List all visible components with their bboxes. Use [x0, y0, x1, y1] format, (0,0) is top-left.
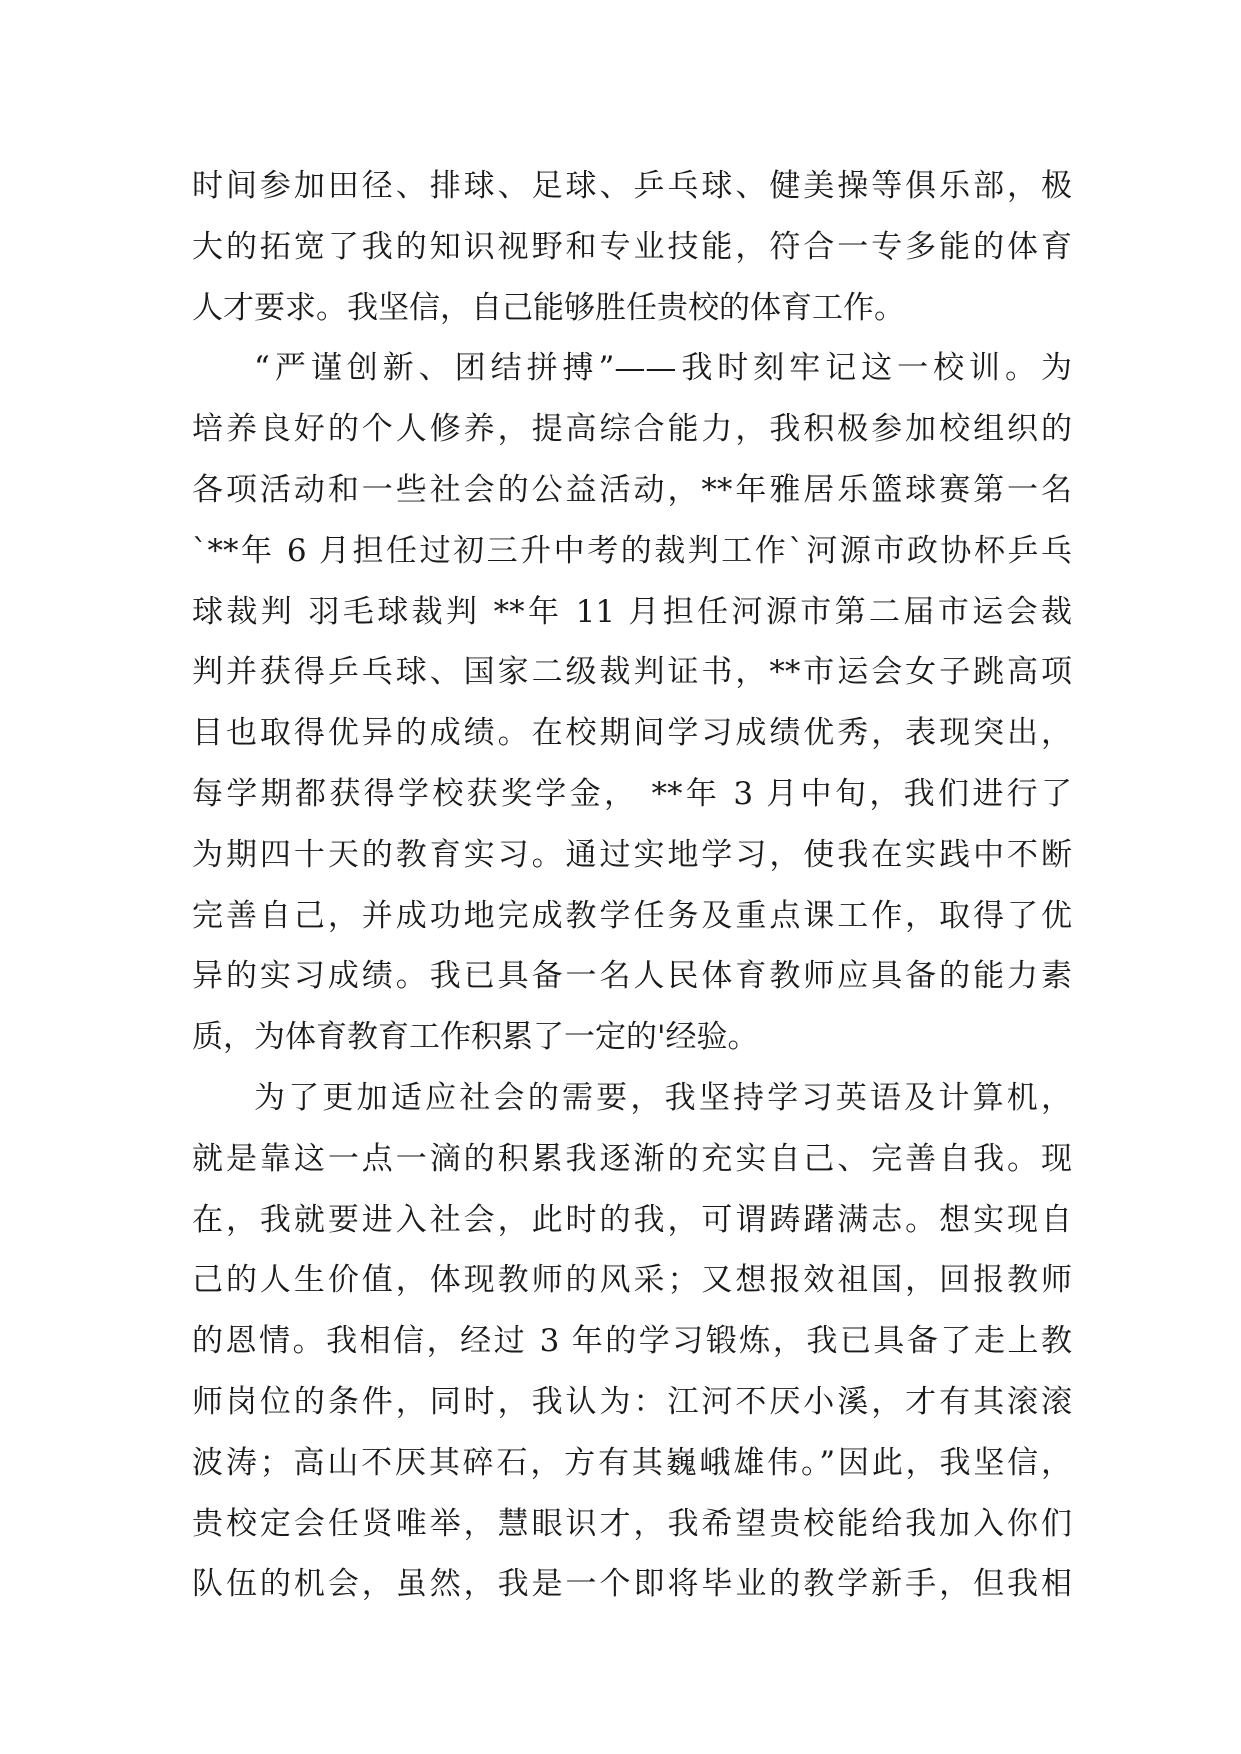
text-line: 师岗位的条件，同时，我认为：江河不厌小溪，才有其滚滚: [192, 1383, 1072, 1420]
text-line: 异的实习成绩。我已具备一名人民体育教师应具备的能力素: [192, 958, 1072, 995]
text-line: 完善自己，并成功地完成教学任务及重点课工作，取得了优: [192, 897, 1072, 934]
text-line: 每学期都获得学校获奖学金， **年 3 月中旬，我们进行了: [192, 775, 1072, 812]
text-line: 波涛；高山不厌其碎石，方有其巍峨雄伟。”因此，我坚信，: [192, 1444, 1072, 1481]
text-line: 判并获得乒乓球、国家二级裁判证书，**市运会女子跳高项: [192, 654, 1072, 691]
text-line: 球裁判 羽毛球裁判 **年 11 月担任河源市第二届市运会裁: [192, 593, 1072, 630]
text-line: 时间参加田径、排球、足球、乒乓球、健美操等俱乐部，极: [192, 168, 1072, 204]
text-line: 质，为体育教育工作积累了一定的'经验。: [192, 1019, 759, 1056]
text-line: 己的人生价值，体现教师的风采；又想报效祖国，回报教师: [192, 1262, 1072, 1299]
text-line: 在，我就要进入社会，此时的我，可谓踌躇满志。想实现自: [192, 1201, 1072, 1238]
paragraph-first-line: “严谨创新、团结拼搏”——我时刻牢记这一校训。为: [254, 350, 1072, 387]
paragraph-first-line: 为了更加适应社会的需要，我坚持学习英语及计算机，: [254, 1079, 1072, 1116]
text-line: 培养良好的个人修养，提高综合能力，我积极参加校组织的: [192, 411, 1072, 448]
text-line: 大的拓宽了我的知识视野和专业技能，符合一专多能的体育: [192, 228, 1072, 265]
text-line: 队伍的机会，虽然，我是一个即将毕业的教学新手，但我相: [192, 1566, 1072, 1603]
document-body: [192, 156, 1072, 1615]
text-line: `**年 6 月担任过初三升中考的裁判工作`河源市政协杯乒乓: [192, 532, 1072, 569]
text-line: 目也取得优异的成绩。在校期间学习成绩优秀，表现突出，: [192, 715, 1072, 752]
text-line: 人才要求。我坚信，自己能够胜任贵校的体育工作。: [192, 289, 905, 326]
text-line: 为期四十天的教育实习。通过实地学习，使我在实践中不断: [192, 836, 1072, 873]
text-line: 就是靠这一点一滴的积累我逐渐的充实自己、完善自我。现: [192, 1140, 1072, 1177]
text-line: 的恩情。我相信，经过 3 年的学习锻炼，我已具备了走上教: [192, 1323, 1072, 1360]
text-line: 贵校定会任贤唯举，慧眼识才，我希望贵校能给我加入你们: [192, 1505, 1072, 1542]
text-line: 各项活动和一些社会的公益活动，**年雅居乐篮球赛第一名: [192, 471, 1072, 508]
